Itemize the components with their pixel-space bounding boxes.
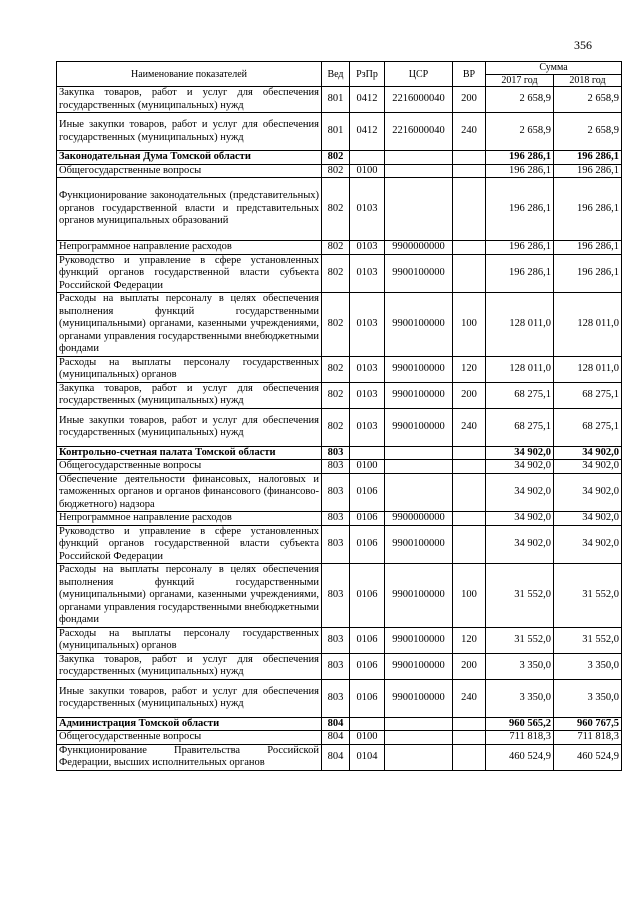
cell-rzpr: 0103 — [350, 408, 385, 446]
cell-csr — [385, 446, 453, 460]
cell-ved: 803 — [322, 653, 350, 679]
cell-name: Расходы на выплаты персоналу государственных (муниципальных) органов — [57, 627, 322, 653]
cell-csr — [385, 717, 453, 731]
cell-csr: 9900000000 — [385, 512, 453, 526]
page-number: 356 — [574, 38, 592, 52]
cell-name: Функционирование законодательных (представительных) органов государственной власти и представительных органов муниципальных образований — [57, 178, 322, 241]
cell-csr — [385, 731, 453, 745]
cell-ved: 804 — [322, 744, 350, 770]
cell-name: Расходы на выплаты персоналу в целях обеспечения выполнения функций государственными (муниципальными) органами, казенными учреждениями, органами управления государственными внебюджетными фондами — [57, 293, 322, 357]
cell-csr: 9900000000 — [385, 241, 453, 255]
cell-rzpr: 0106 — [350, 473, 385, 512]
cell-name: Закупка товаров, работ и услуг для обеспечения государственных (муниципальных) нужд — [57, 87, 322, 113]
cell-rzpr: 0412 — [350, 87, 385, 113]
table-row — [57, 717, 622, 731]
cell-2017: 34 902,0 — [486, 525, 554, 564]
table-row — [57, 113, 622, 151]
cell-2017: 196 286,1 — [486, 178, 554, 241]
cell-2018: 34 902,0 — [554, 473, 622, 512]
cell-name: Непрограммное направление расходов — [57, 512, 322, 526]
table-row — [57, 446, 622, 460]
cell-vr — [453, 473, 486, 512]
cell-2018: 960 767,5 — [554, 717, 622, 731]
cell-name: Функционирование Правительства Российской Федерации, высших исполнительных органов — [57, 744, 322, 770]
cell-2018: 34 902,0 — [554, 460, 622, 474]
cell-ved: 803 — [322, 525, 350, 564]
cell-ved: 803 — [322, 446, 350, 460]
table-row — [57, 653, 622, 679]
cell-2017: 3 350,0 — [486, 679, 554, 717]
cell-name: Законодательная Дума Томской области — [57, 151, 322, 165]
cell-vr — [453, 731, 486, 745]
cell-2017: 34 902,0 — [486, 446, 554, 460]
cell-2018: 34 902,0 — [554, 525, 622, 564]
table-row — [57, 87, 622, 113]
cell-2018: 2 658,9 — [554, 113, 622, 151]
cell-rzpr: 0100 — [350, 731, 385, 745]
cell-2018: 3 350,0 — [554, 679, 622, 717]
cell-2018: 2 658,9 — [554, 87, 622, 113]
table-row — [57, 460, 622, 474]
cell-rzpr: 0412 — [350, 113, 385, 151]
cell-vr: 240 — [453, 113, 486, 151]
cell-2018: 196 286,1 — [554, 178, 622, 241]
cell-rzpr: 0103 — [350, 382, 385, 408]
cell-2018: 34 902,0 — [554, 512, 622, 526]
cell-vr — [453, 164, 486, 178]
cell-rzpr: 0103 — [350, 293, 385, 357]
cell-ved: 802 — [322, 164, 350, 178]
cell-2017: 196 286,1 — [486, 151, 554, 165]
cell-name: Иные закупки товаров, работ и услуг для обеспечения государственных (муниципальных) нужд — [57, 113, 322, 151]
cell-2018: 196 286,1 — [554, 151, 622, 165]
cell-vr — [453, 178, 486, 241]
cell-name: Расходы на выплаты персоналу в целях обеспечения выполнения функций государственными (муниципальными) органами, казенными учреждениями, органами управления государственными внебюджетными фондами — [57, 564, 322, 628]
cell-vr: 120 — [453, 627, 486, 653]
cell-rzpr: 0106 — [350, 512, 385, 526]
cell-2018: 34 902,0 — [554, 446, 622, 460]
cell-csr — [385, 744, 453, 770]
cell-vr: 200 — [453, 87, 486, 113]
cell-csr: 9900100000 — [385, 293, 453, 357]
cell-2017: 31 552,0 — [486, 627, 554, 653]
header-sum: Сумма — [486, 62, 622, 75]
cell-rzpr: 0103 — [350, 356, 385, 382]
table-row — [57, 241, 622, 255]
cell-2018: 128 011,0 — [554, 293, 622, 357]
cell-name: Иные закупки товаров, работ и услуг для обеспечения государственных (муниципальных) нужд — [57, 679, 322, 717]
table-row — [57, 382, 622, 408]
cell-vr — [453, 717, 486, 731]
cell-2018: 196 286,1 — [554, 254, 622, 293]
cell-name: Иные закупки товаров, работ и услуг для обеспечения государственных (муниципальных) нужд — [57, 408, 322, 446]
cell-2017: 2 658,9 — [486, 87, 554, 113]
cell-vr — [453, 151, 486, 165]
cell-ved: 801 — [322, 87, 350, 113]
cell-2018: 68 275,1 — [554, 382, 622, 408]
cell-ved: 803 — [322, 679, 350, 717]
cell-2018: 460 524,9 — [554, 744, 622, 770]
cell-vr: 100 — [453, 293, 486, 357]
table-row — [57, 151, 622, 165]
cell-2017: 460 524,9 — [486, 744, 554, 770]
cell-rzpr: 0106 — [350, 679, 385, 717]
cell-ved: 803 — [322, 460, 350, 474]
cell-2018: 31 552,0 — [554, 564, 622, 628]
cell-rzpr: 0100 — [350, 164, 385, 178]
cell-vr: 240 — [453, 679, 486, 717]
cell-vr — [453, 525, 486, 564]
cell-csr: 9900100000 — [385, 408, 453, 446]
cell-ved: 801 — [322, 113, 350, 151]
cell-ved: 802 — [322, 382, 350, 408]
cell-csr: 9900100000 — [385, 356, 453, 382]
cell-csr — [385, 164, 453, 178]
header-2018: 2018 год — [554, 74, 622, 87]
cell-rzpr: 0100 — [350, 460, 385, 474]
cell-csr — [385, 473, 453, 512]
cell-vr — [453, 446, 486, 460]
header-ved: Вед — [322, 62, 350, 87]
cell-2017: 711 818,3 — [486, 731, 554, 745]
table-row — [57, 408, 622, 446]
cell-name: Руководство и управление в сфере установленных функций органов государственной власти субъекта Российской Федерации — [57, 525, 322, 564]
cell-rzpr: 0106 — [350, 627, 385, 653]
cell-name: Администрация Томской области — [57, 717, 322, 731]
cell-vr: 200 — [453, 382, 486, 408]
cell-vr — [453, 512, 486, 526]
cell-vr: 100 — [453, 564, 486, 628]
table-row — [57, 473, 622, 512]
cell-name: Закупка товаров, работ и услуг для обеспечения государственных (муниципальных) нужд — [57, 382, 322, 408]
cell-name: Общегосударственные вопросы — [57, 164, 322, 178]
cell-vr: 120 — [453, 356, 486, 382]
cell-name: Общегосударственные вопросы — [57, 731, 322, 745]
cell-csr — [385, 178, 453, 241]
cell-2018: 196 286,1 — [554, 241, 622, 255]
cell-vr — [453, 460, 486, 474]
cell-rzpr: 0103 — [350, 241, 385, 255]
table-row — [57, 525, 622, 564]
table-row — [57, 679, 622, 717]
cell-csr — [385, 460, 453, 474]
table-row — [57, 731, 622, 745]
cell-ved: 803 — [322, 627, 350, 653]
cell-2018: 711 818,3 — [554, 731, 622, 745]
cell-name: Контрольно-счетная палата Томской области — [57, 446, 322, 460]
cell-2017: 31 552,0 — [486, 564, 554, 628]
cell-ved: 804 — [322, 731, 350, 745]
table-row — [57, 744, 622, 770]
cell-ved: 803 — [322, 473, 350, 512]
cell-ved: 802 — [322, 293, 350, 357]
cell-2017: 68 275,1 — [486, 408, 554, 446]
cell-2017: 128 011,0 — [486, 293, 554, 357]
cell-2017: 34 902,0 — [486, 460, 554, 474]
cell-ved: 804 — [322, 717, 350, 731]
cell-2017: 68 275,1 — [486, 382, 554, 408]
cell-csr: 2216000040 — [385, 113, 453, 151]
cell-csr: 9900100000 — [385, 382, 453, 408]
cell-csr: 2216000040 — [385, 87, 453, 113]
cell-2017: 960 565,2 — [486, 717, 554, 731]
budget-table — [56, 61, 622, 771]
cell-csr: 9900100000 — [385, 679, 453, 717]
table-row — [57, 356, 622, 382]
table-row — [57, 627, 622, 653]
cell-2017: 34 902,0 — [486, 512, 554, 526]
cell-name: Общегосударственные вопросы — [57, 460, 322, 474]
header-vr: ВР — [453, 62, 486, 87]
cell-ved: 803 — [322, 512, 350, 526]
table-row — [57, 254, 622, 293]
cell-rzpr: 0106 — [350, 525, 385, 564]
cell-2017: 196 286,1 — [486, 254, 554, 293]
cell-rzpr: 0106 — [350, 564, 385, 628]
cell-2018: 196 286,1 — [554, 164, 622, 178]
cell-name: Закупка товаров, работ и услуг для обеспечения государственных (муниципальных) нужд — [57, 653, 322, 679]
cell-rzpr — [350, 717, 385, 731]
cell-2018: 3 350,0 — [554, 653, 622, 679]
cell-ved: 803 — [322, 564, 350, 628]
table-body — [57, 87, 622, 771]
cell-csr: 9900100000 — [385, 525, 453, 564]
cell-csr: 9900100000 — [385, 653, 453, 679]
cell-2017: 34 902,0 — [486, 473, 554, 512]
cell-ved: 802 — [322, 254, 350, 293]
cell-csr: 9900100000 — [385, 564, 453, 628]
cell-name: Непрограммное направление расходов — [57, 241, 322, 255]
table-row — [57, 293, 622, 357]
cell-rzpr: 0103 — [350, 178, 385, 241]
cell-vr — [453, 744, 486, 770]
table-row — [57, 564, 622, 628]
cell-ved: 802 — [322, 408, 350, 446]
cell-ved: 802 — [322, 151, 350, 165]
cell-2018: 31 552,0 — [554, 627, 622, 653]
cell-csr: 9900100000 — [385, 627, 453, 653]
cell-2018: 68 275,1 — [554, 408, 622, 446]
table-row — [57, 164, 622, 178]
cell-vr — [453, 241, 486, 255]
table-row — [57, 178, 622, 241]
cell-vr: 200 — [453, 653, 486, 679]
table-row — [57, 512, 622, 526]
cell-2017: 128 011,0 — [486, 356, 554, 382]
cell-rzpr: 0103 — [350, 254, 385, 293]
cell-vr: 240 — [453, 408, 486, 446]
cell-2017: 3 350,0 — [486, 653, 554, 679]
cell-name: Обеспечение деятельности финансовых, налоговых и таможенных органов и органов финансового (финансово-бюджетного) надзора — [57, 473, 322, 512]
header-name: Наименование показателей — [57, 62, 322, 87]
cell-ved: 802 — [322, 356, 350, 382]
cell-2018: 128 011,0 — [554, 356, 622, 382]
cell-rzpr — [350, 446, 385, 460]
cell-rzpr: 0106 — [350, 653, 385, 679]
header-2017: 2017 год — [486, 74, 554, 87]
cell-2017: 196 286,1 — [486, 164, 554, 178]
cell-2017: 2 658,9 — [486, 113, 554, 151]
cell-vr — [453, 254, 486, 293]
cell-rzpr — [350, 151, 385, 165]
cell-name: Расходы на выплаты персоналу государственных (муниципальных) органов — [57, 356, 322, 382]
cell-ved: 802 — [322, 178, 350, 241]
header-csr: ЦСР — [385, 62, 453, 87]
cell-name: Руководство и управление в сфере установленных функций органов государственной власти субъекта Российской Федерации — [57, 254, 322, 293]
cell-csr — [385, 151, 453, 165]
header-rzpr: РзПр — [350, 62, 385, 87]
cell-2017: 196 286,1 — [486, 241, 554, 255]
cell-csr: 9900100000 — [385, 254, 453, 293]
cell-rzpr: 0104 — [350, 744, 385, 770]
cell-ved: 802 — [322, 241, 350, 255]
